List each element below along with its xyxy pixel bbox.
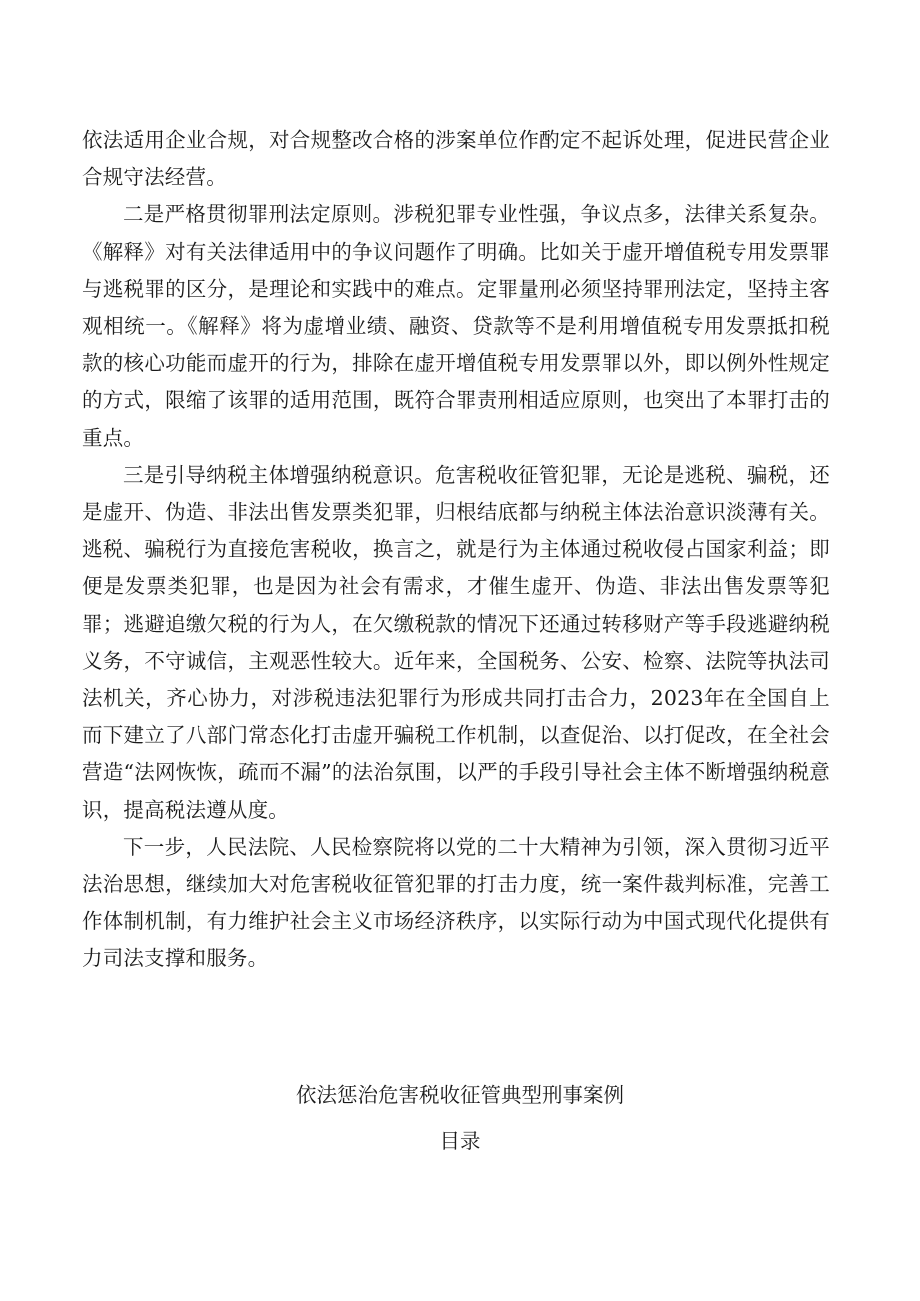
document-title: 依法惩治危害税收征管典型刑事案例 — [296, 1083, 624, 1107]
paragraph-next-steps: 下一步，人民法院、人民检察院将以党的二十大精神为引领，深入贯彻习近平法治思想，继续加大对危害税收征管犯罪的打击力度，统一案件裁判标准，完善工作体制机制，有力维护社会主义市场经济秩序，以实际行动为中国式现代化提供有力司法支撑和服务。 — [82, 834, 830, 971]
paragraph-tax-awareness: 三是引导纳税主体增强纳税意识。危害税收征管犯罪，无论是逃税、骗税，还是虚开、伪造、非法出售发票类犯罪，归根结底都与纳税主体法治意识淡薄有关。逃税、骗税行为直接危害税收，换言之，就是行为主体通过税收侵占国家利益；即便是发票类犯罪，也是因为社会有需求，才催生虚开、伪造、非法出售发票等犯罪；逃避追缴欠税的行为人，在欠缴税款的情况下还通过转移财产等手段逃避纳税义务，不守诚信，主观恶性较大。近年来，全国税务、公安、检察、法院等执法司法机关，齐心协力，对涉税违法犯罪行为形成共同打击合力，2023年在全国自上而下建立了八部门常态化打击虚开骗税工作机制，以查促治、以打促改，在全社会营造“法网恢恢，疏而不漏”的法治氛围，以严的手段引导社会主体不断增强纳税意识，提高税法遵从度。 — [82, 462, 830, 822]
toc-heading: 目录 — [439, 1129, 481, 1153]
paragraph-continuation: 依法适用企业合规，对合规整改合格的涉案单位作酌定不起诉处理，促进民营企业合规守法经营。 — [82, 128, 830, 190]
body-text — [82, 122, 830, 978]
paragraph-principle-of-legality: 二是严格贯彻罪刑法定原则。涉税犯罪专业性强，争议点多，法律关系复杂。《解释》对有关法律适用中的争议问题作了明确。比如关于虚开增值税专用发票罪与逃税罪的区分，是理论和实践中的难点。定罪量刑必须坚持罪刑法定，坚持主客观相统一。《解释》将为虚增业绩、融资、贷款等不是利用增值税专用发票抵扣税款的核心功能而虚开的行为，排除在虚开增值税专用发票罪以外，即以例外性规定的方式，限缩了该罪的适用范围，既符合罪责刑相适应原则，也突出了本罪打击的重点。 — [82, 202, 830, 450]
